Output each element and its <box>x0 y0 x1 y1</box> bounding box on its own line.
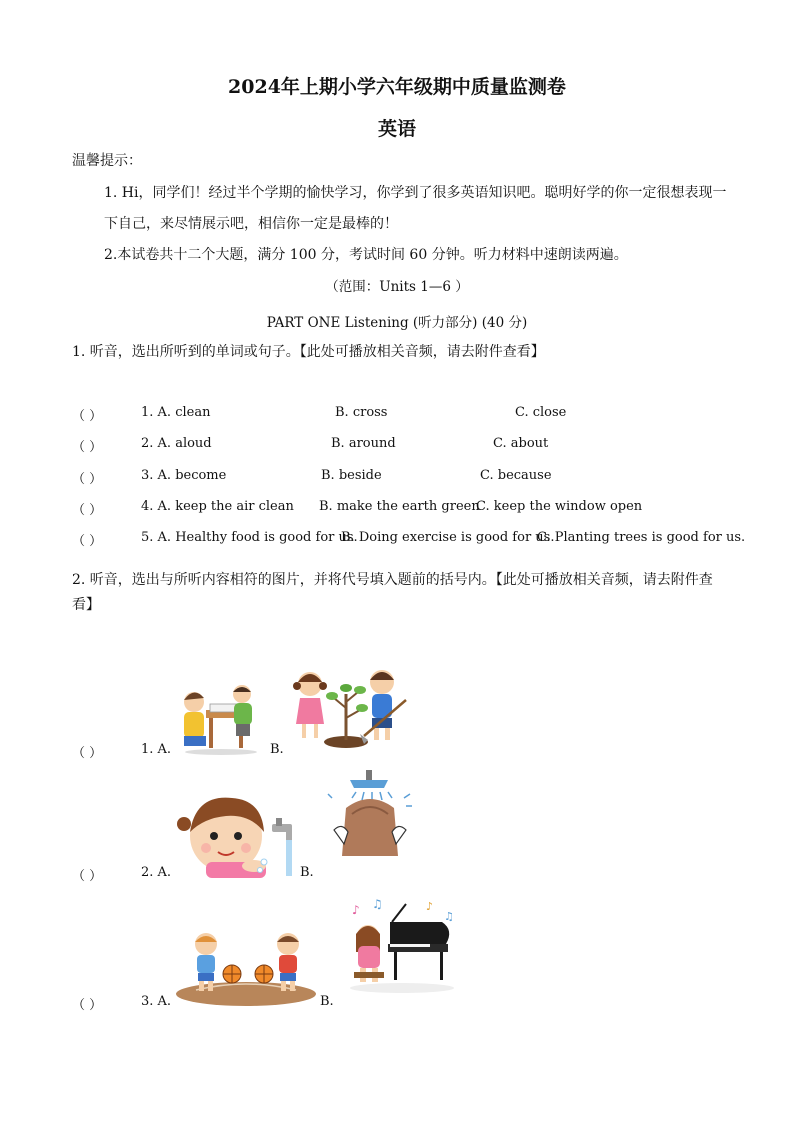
answer-bracket[interactable]: （ ） <box>72 869 103 884</box>
option-b: B. beside <box>321 468 382 483</box>
option-a: 5. A. Healthy food is good for us. <box>141 530 358 545</box>
answer-bracket[interactable]: （ ） <box>72 998 103 1013</box>
question-2-header: 2. 听音，选出与所听内容相符的图片，并将代号填入题前的括号内。【此处可播放相关音频，请去附件查看】 <box>72 572 713 613</box>
page-subtitle: 英语 <box>377 118 416 140</box>
option-b: B. cross <box>335 405 388 420</box>
option-b-label: B. <box>300 865 314 880</box>
option-a: 4. A. keep the air clean <box>141 499 294 514</box>
option-a: 3. A. become <box>141 468 227 483</box>
answer-bracket[interactable]: （ ） <box>72 534 103 549</box>
tips-label: 温馨提示： <box>72 153 142 169</box>
washing-hair-icon[interactable] <box>326 768 416 860</box>
children-planting-tree-icon[interactable] <box>290 664 412 750</box>
svg-text:♪: ♪ <box>352 903 360 917</box>
option-b: B. Doing exercise is good for us. <box>341 530 555 545</box>
children-reading-icon[interactable] <box>176 680 266 758</box>
question-1-header: 1. 听音，选出所听到的单词或句子。【此处可播放相关音频，请去附件查看】 <box>72 344 545 360</box>
children-basketball-icon[interactable] <box>176 930 318 1008</box>
option-b: B. around <box>331 436 396 451</box>
option-c: C. close <box>515 405 567 420</box>
option-a-label: 3. A. <box>141 994 172 1009</box>
option-a: 1. A. clean <box>141 405 211 420</box>
answer-bracket[interactable]: （ ） <box>72 472 103 487</box>
girl-playing-piano-icon[interactable] <box>346 898 458 994</box>
option-c: C. keep the window open <box>476 499 643 514</box>
svg-text:♪: ♪ <box>426 900 434 913</box>
answer-bracket[interactable]: （ ） <box>72 503 103 518</box>
tips-line-2: 下自己，来尽情展示吧，相信你一定是最棒的！ <box>104 216 398 232</box>
answer-bracket[interactable]: （ ） <box>72 440 103 455</box>
svg-text:♫: ♫ <box>372 898 383 911</box>
option-b: B. make the earth green <box>319 499 480 514</box>
option-b-label: B. <box>320 994 334 1009</box>
girl-washing-hands-icon[interactable] <box>176 784 298 878</box>
page-title: 2024年上期小学六年级期中质量监测卷 <box>228 76 566 98</box>
option-c: C. because <box>480 468 552 483</box>
svg-text:♫: ♫ <box>444 910 454 923</box>
option-b-label: B. <box>270 742 284 757</box>
option-c: C. Planting trees is good for us. <box>537 530 746 545</box>
option-c: C. about <box>493 436 549 451</box>
answer-bracket[interactable]: （ ） <box>72 409 103 424</box>
answer-bracket[interactable]: （ ） <box>72 746 103 761</box>
option-a: 2. A. aloud <box>141 436 212 451</box>
part-one-heading: PART ONE Listening (听力部分) (40 分) <box>266 315 528 331</box>
tips-line-1: 1. Hi，同学们！经过半个学期的愉快学习，你学到了很多英语知识吧。聪明好学的你一定很想表现一 <box>104 185 727 201</box>
exam-range: （范围：Units 1—6 ） <box>325 279 469 295</box>
option-a-label: 2. A. <box>141 865 172 880</box>
tips-line-3: 2.本试卷共十二个大题，满分 100 分，考试时间 60 分钟。听力材料中速朗读两遍。 <box>104 247 628 263</box>
option-a-label: 1. A. <box>141 742 172 757</box>
